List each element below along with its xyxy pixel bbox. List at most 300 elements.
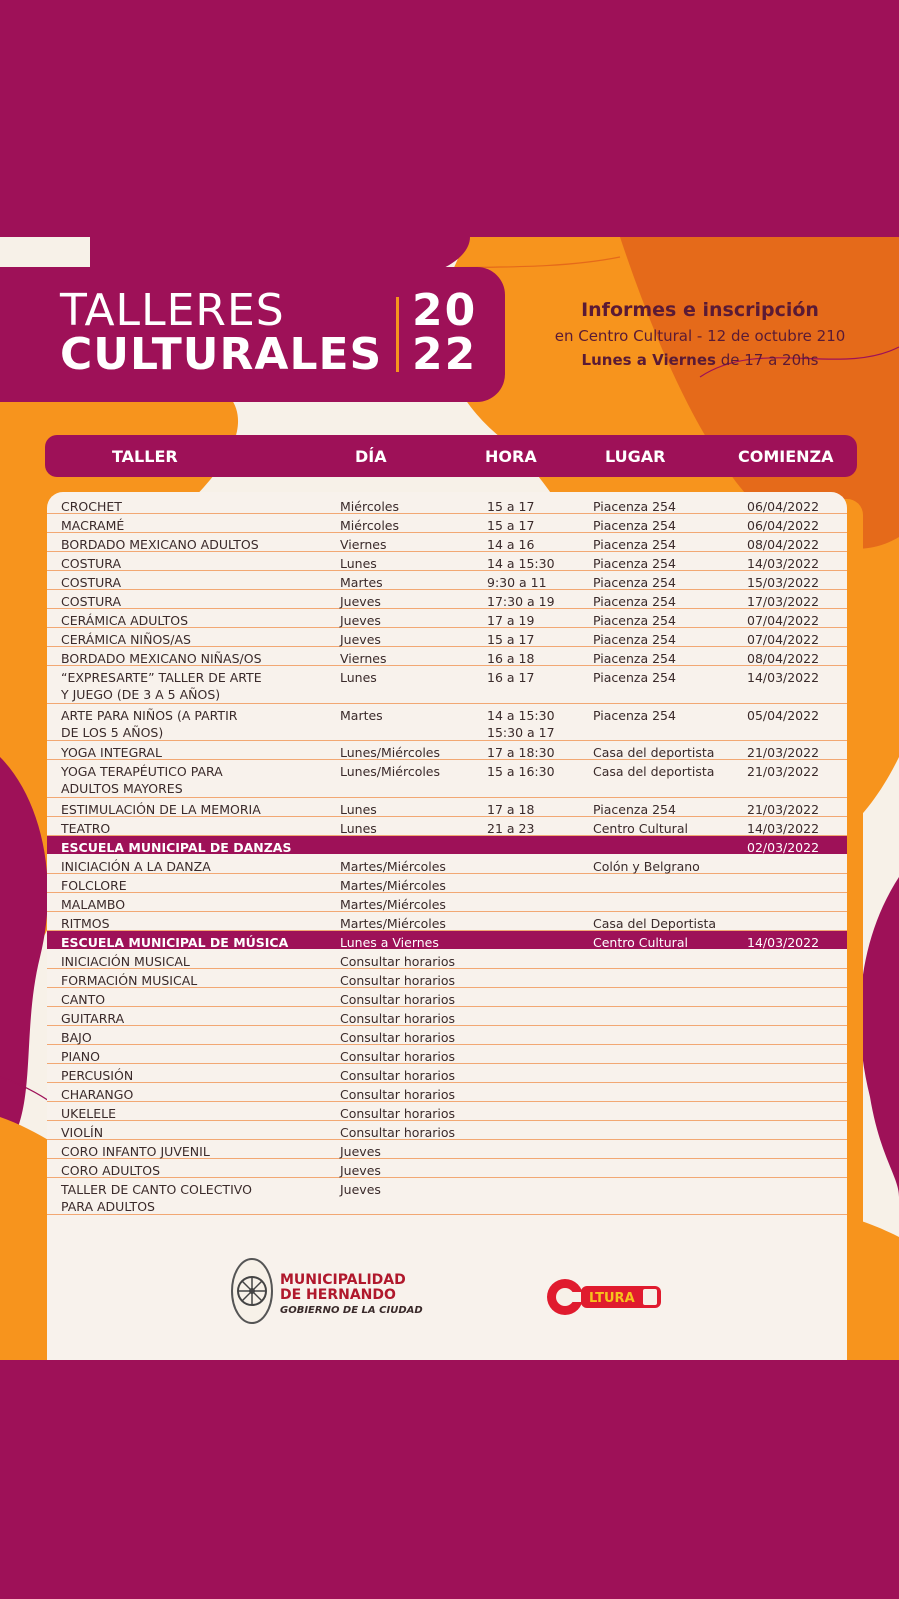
table-row bbox=[47, 893, 847, 912]
cell-dia-text: Consultar horarios bbox=[340, 972, 456, 988]
cell-dia bbox=[340, 631, 381, 648]
cell-hora-text: 14 a 15:30 bbox=[487, 556, 555, 571]
cell-comienza bbox=[747, 650, 819, 667]
cell-lugar bbox=[593, 744, 714, 761]
cell-dia-text: Viernes bbox=[340, 537, 387, 552]
cell-taller bbox=[61, 555, 121, 572]
cell-hora bbox=[487, 498, 534, 515]
cell-dia bbox=[340, 744, 440, 761]
cell-hora bbox=[487, 763, 555, 780]
cell-taller-text: COSTURA bbox=[61, 575, 122, 590]
table-row bbox=[47, 647, 847, 666]
title-year bbox=[412, 285, 478, 380]
cell-dia-text: Consultar horarios bbox=[340, 1086, 456, 1102]
cell-dia bbox=[340, 650, 386, 667]
cell-hora bbox=[487, 669, 534, 686]
cell-taller bbox=[61, 631, 191, 648]
table-row bbox=[47, 855, 847, 874]
cell-dia bbox=[340, 1029, 455, 1046]
cell-lugar-text: Piacenza 254 bbox=[593, 556, 676, 571]
cell-taller bbox=[61, 517, 124, 534]
year-bottom: 22 bbox=[412, 329, 478, 380]
cell-hora-text-line2: 15:30 a 17 bbox=[487, 724, 555, 740]
table-row bbox=[47, 609, 847, 628]
cell-lugar-text: Piacenza 254 bbox=[593, 801, 676, 817]
table-row bbox=[47, 1083, 847, 1102]
cell-comienza-text: 02/03/2022 bbox=[747, 839, 820, 855]
cell-dia bbox=[340, 915, 446, 932]
header-dia: DÍA bbox=[355, 447, 387, 466]
cell-taller bbox=[61, 1162, 160, 1179]
cell-hora-text: 16 a 18 bbox=[487, 651, 535, 666]
cell-dia bbox=[340, 877, 446, 894]
cell-lugar-text: Piacenza 254 bbox=[593, 499, 676, 514]
cell-comienza-text: 21/03/2022 bbox=[747, 745, 820, 760]
cell-dia bbox=[340, 1048, 455, 1065]
cell-taller-text: BORDADO MEXICANO ADULTOS bbox=[61, 537, 259, 552]
table-row bbox=[47, 571, 847, 590]
table-row bbox=[47, 1159, 847, 1178]
poster bbox=[0, 237, 899, 1360]
cell-taller-text: UKELELE bbox=[61, 1105, 116, 1121]
cell-dia-text: Jueves bbox=[340, 1181, 381, 1197]
cell-lugar bbox=[593, 536, 676, 553]
cell-dia-text: Lunes/Miércoles bbox=[340, 764, 441, 779]
cell-lugar-text: Piacenza 254 bbox=[593, 632, 676, 647]
cell-dia bbox=[340, 707, 383, 724]
section-row bbox=[47, 931, 847, 949]
cell-taller bbox=[61, 915, 110, 932]
cell-dia bbox=[340, 574, 383, 591]
cell-comienza-text: 14/03/2022 bbox=[747, 934, 820, 950]
cell-dia bbox=[340, 517, 399, 534]
cell-dia bbox=[340, 1010, 455, 1027]
cell-taller-text: CROCHET bbox=[61, 499, 122, 514]
cell-taller-text: CORO ADULTOS bbox=[61, 1162, 161, 1178]
cell-hora-text: 14 a 16 bbox=[487, 537, 535, 552]
cell-taller-text: CERÁMICA ADULTOS bbox=[61, 613, 189, 628]
cell-taller-text: MACRAMÉ bbox=[61, 518, 125, 533]
info-address: en Centro Cultural - 12 de octubre 210 bbox=[554, 327, 846, 345]
cell-dia-text: Martes bbox=[340, 575, 383, 590]
cell-comienza-text: 08/04/2022 bbox=[747, 651, 820, 666]
cell-dia-text: Miércoles bbox=[340, 518, 400, 533]
table-row bbox=[47, 704, 847, 742]
cell-dia bbox=[340, 972, 455, 989]
cell-hora-text: 16 a 17 bbox=[487, 670, 535, 685]
cell-lugar bbox=[593, 574, 676, 591]
section-row bbox=[47, 836, 847, 854]
cell-lugar bbox=[593, 555, 676, 572]
cell-comienza-text: 07/04/2022 bbox=[747, 613, 820, 628]
cell-dia-text: Consultar horarios bbox=[340, 1029, 456, 1045]
cell-taller bbox=[61, 801, 261, 818]
cell-taller bbox=[61, 934, 288, 951]
cell-taller-text: TALLER DE CANTO COLECTIVO bbox=[61, 1181, 252, 1197]
cell-comienza-text: 21/03/2022 bbox=[747, 801, 820, 817]
cell-dia bbox=[340, 555, 377, 572]
cell-taller-text-line2: ADULTOS MAYORES bbox=[61, 781, 183, 796]
header-taller: TALLER bbox=[112, 447, 178, 466]
cell-hora bbox=[487, 820, 534, 837]
municipality-logo-text bbox=[280, 1273, 423, 1318]
cell-dia-text: Consultar horarios bbox=[340, 1124, 456, 1140]
cell-taller-text-line2: Y JUEGO (DE 3 A 5 AÑOS) bbox=[61, 687, 221, 702]
cell-comienza-text: 15/03/2022 bbox=[747, 575, 820, 590]
cell-taller-text: ARTE PARA NIÑOS (A PARTIR bbox=[61, 707, 238, 723]
cell-hora-text: 17 a 19 bbox=[487, 613, 535, 628]
cell-dia bbox=[340, 1143, 381, 1160]
cell-taller bbox=[61, 574, 121, 591]
cell-taller-text: YOGA TERAPÉUTICO PARA bbox=[61, 764, 223, 779]
cell-dia bbox=[340, 820, 377, 837]
cell-dia bbox=[340, 1181, 381, 1198]
cell-taller-text: “EXPRESARTE” TALLER DE ARTE bbox=[61, 670, 262, 685]
info-days: Lunes a Viernes bbox=[581, 351, 716, 369]
table-row bbox=[47, 495, 847, 514]
cell-lugar bbox=[593, 498, 676, 515]
cell-taller-text: PERCUSIÓN bbox=[61, 1067, 134, 1083]
cell-dia-text: Lunes bbox=[340, 801, 377, 817]
cell-dia-text: Lunes bbox=[340, 670, 377, 685]
poster-title bbox=[60, 285, 383, 380]
cell-dia-text: Lunes bbox=[340, 820, 377, 836]
cell-taller bbox=[61, 536, 259, 553]
cell-comienza-text: 14/03/2022 bbox=[747, 670, 820, 685]
info-time: de 17 a 20hs bbox=[715, 351, 819, 369]
cell-taller bbox=[61, 972, 197, 989]
table-row bbox=[47, 1026, 847, 1045]
cell-lugar bbox=[593, 858, 700, 875]
cell-taller-text: CANTO bbox=[61, 991, 106, 1007]
schedule-table bbox=[47, 492, 847, 1360]
cell-comienza-text: 21/03/2022 bbox=[747, 764, 820, 779]
cell-lugar bbox=[593, 763, 714, 780]
table-row bbox=[47, 514, 847, 533]
cell-dia bbox=[340, 536, 386, 553]
cell-dia bbox=[340, 991, 455, 1008]
cell-taller bbox=[61, 763, 223, 797]
cell-comienza bbox=[747, 536, 819, 553]
cell-taller-text: CHARANGO bbox=[61, 1086, 134, 1102]
cell-taller-text: RITMOS bbox=[61, 915, 110, 931]
cell-comienza-text: 05/04/2022 bbox=[747, 707, 820, 723]
cell-lugar bbox=[593, 801, 676, 818]
cell-taller bbox=[61, 744, 162, 761]
cell-taller-text: INICIACIÓN A LA DANZA bbox=[61, 858, 211, 874]
cell-taller-text: MALAMBO bbox=[61, 896, 126, 912]
cell-comienza bbox=[747, 498, 819, 515]
cell-hora bbox=[487, 744, 555, 761]
cell-dia bbox=[340, 1086, 455, 1103]
cell-taller bbox=[61, 1048, 100, 1065]
cell-hora-text: 9:30 a 11 bbox=[487, 575, 547, 590]
cell-comienza-text: 14/03/2022 bbox=[747, 820, 820, 836]
cell-hora bbox=[487, 612, 534, 629]
cell-dia-text: Consultar horarios bbox=[340, 1067, 456, 1083]
cell-dia bbox=[340, 498, 399, 515]
cell-comienza bbox=[747, 631, 819, 648]
cell-hora bbox=[487, 707, 555, 741]
cell-dia-text: Martes/Miércoles bbox=[340, 877, 446, 893]
cell-comienza-text: 08/04/2022 bbox=[747, 537, 820, 552]
cell-lugar bbox=[593, 612, 676, 629]
cell-lugar bbox=[593, 915, 716, 932]
cell-lugar bbox=[593, 631, 676, 648]
table-row bbox=[47, 628, 847, 647]
table-row bbox=[47, 590, 847, 609]
cell-taller bbox=[61, 896, 125, 913]
cell-hora bbox=[487, 574, 547, 591]
cell-lugar-text: Piacenza 254 bbox=[593, 670, 676, 685]
cell-dia bbox=[340, 1105, 455, 1122]
cart-wheel-icon bbox=[228, 1255, 276, 1327]
cell-comienza bbox=[747, 612, 819, 629]
cell-dia bbox=[340, 934, 439, 951]
cell-hora-text: 15 a 17 bbox=[487, 518, 535, 533]
cell-hora bbox=[487, 517, 534, 534]
cell-lugar-text: Centro Cultural bbox=[593, 934, 688, 950]
cell-lugar-text: Piacenza 254 bbox=[593, 707, 676, 723]
table-row bbox=[47, 817, 847, 836]
cell-dia bbox=[340, 953, 455, 970]
muni-line-2: DE HERNANDO bbox=[280, 1287, 396, 1303]
table-row bbox=[47, 1045, 847, 1064]
table-row bbox=[47, 760, 847, 798]
cell-taller bbox=[61, 1029, 92, 1046]
cell-hora-text: 15 a 17 bbox=[487, 632, 535, 647]
cell-taller bbox=[61, 1105, 116, 1122]
cell-dia bbox=[340, 763, 440, 780]
cell-taller bbox=[61, 858, 211, 875]
table-row bbox=[47, 666, 847, 704]
cell-dia-text: Martes/Miércoles bbox=[340, 858, 446, 874]
muni-line-3: GOBIERNO DE LA CIUDAD bbox=[280, 1305, 423, 1316]
cell-dia-text: Martes/Miércoles bbox=[340, 915, 446, 931]
cell-dia bbox=[340, 612, 381, 629]
cell-dia-text: Jueves bbox=[340, 1143, 381, 1159]
cell-comienza-text: 14/03/2022 bbox=[747, 556, 820, 571]
cell-taller bbox=[61, 1010, 124, 1027]
table-row bbox=[47, 1007, 847, 1026]
cell-comienza bbox=[747, 593, 819, 610]
table-row bbox=[47, 798, 847, 817]
cell-hora bbox=[487, 555, 555, 572]
cell-lugar bbox=[593, 669, 676, 686]
cell-comienza bbox=[747, 763, 819, 780]
cell-taller-text-line2: DE LOS 5 AÑOS) bbox=[61, 724, 164, 740]
table-row bbox=[47, 1121, 847, 1140]
cell-taller-text-line2: PARA ADULTOS bbox=[61, 1198, 155, 1214]
cell-comienza bbox=[747, 574, 819, 591]
cell-comienza-text: 07/04/2022 bbox=[747, 632, 820, 647]
cell-taller-text: ESTIMULACIÓN DE LA MEMORIA bbox=[61, 801, 261, 817]
cell-comienza bbox=[747, 839, 819, 856]
cell-lugar-text: Piacenza 254 bbox=[593, 537, 676, 552]
cell-dia bbox=[340, 593, 381, 610]
cell-taller-text: CORO INFANTO JUVENIL bbox=[61, 1143, 210, 1159]
header-comienza: COMIENZA bbox=[738, 447, 834, 466]
cell-comienza bbox=[747, 820, 819, 837]
cell-comienza bbox=[747, 517, 819, 534]
cell-dia-text: Lunes a Viernes bbox=[340, 934, 439, 950]
cell-dia bbox=[340, 1162, 381, 1179]
year-top: 20 bbox=[412, 285, 478, 336]
cell-lugar-text: Piacenza 254 bbox=[593, 575, 676, 590]
cell-dia-text: Jueves bbox=[340, 1162, 381, 1178]
info-hours bbox=[535, 351, 865, 369]
cell-taller-text: PIANO bbox=[61, 1048, 100, 1064]
cell-taller-text: COSTURA bbox=[61, 556, 122, 571]
cell-taller bbox=[61, 669, 262, 703]
cell-comienza bbox=[747, 801, 819, 818]
table-row bbox=[47, 533, 847, 552]
cell-dia-text: Jueves bbox=[340, 613, 381, 628]
cell-hora bbox=[487, 801, 534, 818]
info-heading: Informes e inscripción bbox=[581, 299, 819, 321]
cell-dia-text: Jueves bbox=[340, 594, 381, 609]
cell-dia bbox=[340, 1124, 455, 1141]
cell-dia-text: Lunes bbox=[340, 556, 377, 571]
cell-lugar bbox=[593, 517, 676, 534]
table-row bbox=[47, 1102, 847, 1121]
cell-lugar bbox=[593, 593, 676, 610]
cell-taller bbox=[61, 1124, 103, 1141]
title-line-2: CULTURALES bbox=[60, 329, 383, 380]
table-header bbox=[45, 435, 857, 477]
table-row bbox=[47, 912, 847, 931]
cell-lugar bbox=[593, 707, 676, 724]
cell-hora bbox=[487, 650, 534, 667]
cell-dia-text: Consultar horarios bbox=[340, 953, 456, 969]
cell-dia bbox=[340, 1067, 455, 1084]
cell-hora-text: 17 a 18:30 bbox=[487, 745, 555, 760]
table-row bbox=[47, 741, 847, 760]
cell-taller bbox=[61, 1086, 133, 1103]
header-hora: HORA bbox=[485, 447, 537, 466]
table-row bbox=[47, 874, 847, 893]
cell-taller-text: BORDADO MEXICANO NIÑAS/OS bbox=[61, 651, 262, 666]
info-block bbox=[535, 299, 865, 375]
cell-dia bbox=[340, 896, 446, 913]
cell-hora-text: 15 a 16:30 bbox=[487, 764, 555, 779]
cell-taller-text: INICIACIÓN MUSICAL bbox=[61, 953, 190, 969]
cell-lugar-text: Casa del deportista bbox=[593, 764, 715, 779]
cell-dia-text: Consultar horarios bbox=[340, 991, 456, 1007]
cell-taller bbox=[61, 991, 105, 1008]
cell-taller-text: CERÁMICA NIÑOS/AS bbox=[61, 632, 191, 647]
cell-hora bbox=[487, 593, 555, 610]
title-divider bbox=[396, 297, 399, 372]
cell-comienza bbox=[747, 707, 819, 724]
cell-comienza-text: 06/04/2022 bbox=[747, 499, 820, 514]
cell-dia-text: Consultar horarios bbox=[340, 1048, 456, 1064]
cell-taller bbox=[61, 1067, 133, 1084]
cell-lugar bbox=[593, 934, 688, 951]
cell-taller bbox=[61, 839, 291, 856]
cell-dia bbox=[340, 669, 377, 686]
cell-taller-text: GUITARRA bbox=[61, 1010, 125, 1026]
cell-hora-text: 14 a 15:30 bbox=[487, 707, 555, 723]
cell-taller-text: ESCUELA MUNICIPAL DE MÚSICA bbox=[61, 934, 289, 950]
cell-lugar-text: Centro Cultural bbox=[593, 820, 688, 836]
table-row bbox=[47, 969, 847, 988]
cell-lugar-text: Piacenza 254 bbox=[593, 651, 676, 666]
cell-taller bbox=[61, 498, 122, 515]
cell-hora-text: 17 a 18 bbox=[487, 801, 535, 817]
cell-hora-text: 15 a 17 bbox=[487, 499, 535, 514]
cell-dia-text: Viernes bbox=[340, 651, 387, 666]
cell-lugar-text: Casa del Deportista bbox=[593, 915, 717, 931]
cell-comienza-text: 17/03/2022 bbox=[747, 594, 820, 609]
muni-line-1: MUNICIPALIDAD bbox=[280, 1272, 406, 1288]
cell-dia bbox=[340, 801, 377, 818]
cell-taller-text: TEATRO bbox=[61, 820, 111, 836]
cell-taller bbox=[61, 612, 188, 629]
cell-taller-text: FORMACIÓN MUSICAL bbox=[61, 972, 198, 988]
cell-taller bbox=[61, 953, 190, 970]
cell-lugar-text: Piacenza 254 bbox=[593, 594, 676, 609]
table-row bbox=[47, 950, 847, 969]
cell-taller-text: BAJO bbox=[61, 1029, 92, 1045]
cell-hora-text: 17:30 a 19 bbox=[487, 594, 555, 609]
cell-taller bbox=[61, 877, 127, 894]
cell-taller-text: FOLCLORE bbox=[61, 877, 127, 893]
table-row bbox=[47, 1140, 847, 1159]
cell-taller-text: COSTURA bbox=[61, 594, 122, 609]
table-row bbox=[47, 988, 847, 1007]
cultura-logo bbox=[545, 1272, 675, 1322]
cell-dia-text: Consultar horarios bbox=[340, 1105, 456, 1121]
cell-taller bbox=[61, 650, 262, 667]
cell-dia-text: Martes bbox=[340, 707, 383, 723]
cell-taller bbox=[61, 1181, 252, 1215]
cell-lugar-text: Piacenza 254 bbox=[593, 613, 676, 628]
cell-lugar-text: Colón y Belgrano bbox=[593, 858, 700, 874]
cell-taller bbox=[61, 1143, 210, 1160]
table-row bbox=[47, 1064, 847, 1083]
cell-comienza bbox=[747, 669, 819, 686]
table-row bbox=[47, 552, 847, 571]
cell-taller bbox=[61, 593, 121, 610]
title-line-1: TALLERES bbox=[60, 285, 285, 336]
cell-dia-text: Consultar horarios bbox=[340, 1010, 456, 1026]
table-row bbox=[47, 1178, 847, 1216]
cell-taller bbox=[61, 820, 110, 837]
cell-taller bbox=[61, 707, 237, 741]
cell-comienza bbox=[747, 555, 819, 572]
cell-lugar bbox=[593, 820, 688, 837]
cell-lugar-text: Casa del deportista bbox=[593, 745, 715, 760]
cell-comienza-text: 06/04/2022 bbox=[747, 518, 820, 533]
header-lugar: LUGAR bbox=[605, 447, 666, 466]
cell-hora bbox=[487, 536, 534, 553]
cell-dia-text: Jueves bbox=[340, 632, 381, 647]
cell-hora bbox=[487, 631, 534, 648]
svg-text:LTURA: LTURA bbox=[589, 1291, 635, 1306]
cell-dia-text: Martes/Miércoles bbox=[340, 896, 446, 912]
cell-taller-text: ESCUELA MUNICIPAL DE DANZAS bbox=[61, 839, 292, 855]
cell-dia-text: Lunes/Miércoles bbox=[340, 745, 441, 760]
cell-lugar-text: Piacenza 254 bbox=[593, 518, 676, 533]
cell-dia bbox=[340, 858, 446, 875]
cell-hora-text: 21 a 23 bbox=[487, 820, 535, 836]
cell-comienza bbox=[747, 934, 819, 951]
cell-taller-text: VIOLÍN bbox=[61, 1124, 104, 1140]
cell-taller-text: YOGA INTEGRAL bbox=[61, 745, 162, 760]
cell-dia-text: Miércoles bbox=[340, 499, 400, 514]
cell-lugar bbox=[593, 650, 676, 667]
